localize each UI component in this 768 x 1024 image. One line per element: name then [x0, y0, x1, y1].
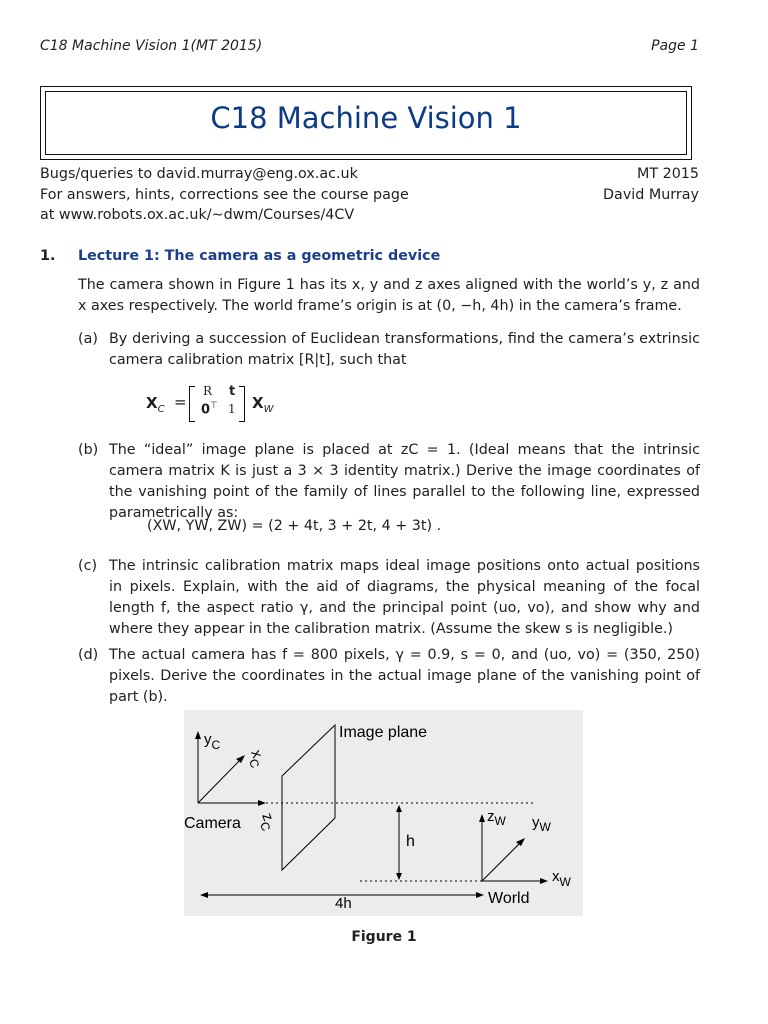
- matrix-r: R: [203, 384, 213, 398]
- eq-lhs-symbol: X: [146, 394, 158, 412]
- figure-caption: Figure 1: [351, 929, 417, 945]
- label-zc-main: z: [258, 810, 277, 824]
- label-image-plane: Image plane: [339, 724, 428, 741]
- eq-lhs-sub: C: [157, 404, 165, 415]
- title-box: [40, 86, 692, 160]
- question-heading: Lecture 1: The camera as a geometric device: [78, 248, 441, 264]
- page-title: C18 Machine Vision 1: [210, 101, 522, 135]
- matrix-zero-symbol: 0: [201, 402, 211, 418]
- author-name: David Murray: [603, 186, 699, 203]
- label-4h: 4h: [335, 895, 352, 912]
- part-label: (b): [78, 442, 99, 458]
- part-text: The actual camera has f = 800 pixels, γ = 0.9, s = 0, and (uo, vo) = (350, 250) pixels. Derive the coordinates in the actual image plane of the vanishing point of part (b).: [109, 647, 700, 705]
- label-zc-sub: C: [257, 819, 274, 833]
- label-zw-sub: W: [494, 814, 506, 828]
- part-label: (d): [78, 647, 99, 663]
- label-yc-sub: C: [211, 738, 221, 752]
- label-xw-main: x: [552, 868, 560, 885]
- eq-equals: =: [174, 393, 187, 411]
- label-camera: Camera: [184, 815, 241, 832]
- running-header-course: C18 Machine Vision 1(MT 2015): [40, 38, 263, 54]
- info-line: at www.robots.ox.ac.uk/∼dwm/Courses/4CV: [40, 207, 355, 223]
- info-right: [603, 164, 699, 205]
- eq-rhs-symbol: X: [252, 394, 264, 412]
- info-left: [40, 164, 409, 226]
- equation-line: (XW, YW, ZW) = (2 + 4t, 3 + 2t, 4 + 3t) .: [147, 518, 442, 534]
- part-label: (c): [78, 558, 98, 574]
- label-xw-sub: W: [559, 875, 571, 889]
- question-number: 1.: [40, 248, 56, 264]
- question-intro: The camera shown in Figure 1 has its x, y and z axes aligned with the world’s y, z and x axes respectively. The world frame’s origin is at (0, −h, 4h) in the camera’s frame.: [78, 277, 700, 314]
- equation-extrinsic: [146, 384, 286, 424]
- label-h: h: [406, 833, 415, 850]
- label-xc-main: x: [247, 747, 266, 761]
- label-yw-main: y: [532, 814, 540, 831]
- part-label: (a): [78, 331, 98, 347]
- part-text: The “ideal” image plane is placed at zC = 1. (Ideal means that the intrinsic camera matrix K is just a 3 × 3 identity matrix.) Derive the image coordinates of the vanishing point of the family of lines parallel to the following line, expressed parametrically as:: [109, 442, 700, 521]
- part-text: The intrinsic calibration matrix maps ideal image positions onto actual positions in pixels. Explain, with the aid of diagrams, the physical meaning of the focal length f, the aspect ratio γ, and the principal point (uo, vo), and show why and where they appear in the calibration matrix. (Assume the skew s is negligible.): [109, 558, 700, 637]
- info-line: For answers, hints, corrections see the course page: [40, 186, 409, 203]
- matrix-t: t: [229, 384, 236, 399]
- info-line: Bugs/queries to david.murray@eng.ox.ac.uk: [40, 166, 358, 182]
- left-bracket: [189, 386, 195, 422]
- label-yw-sub: W: [539, 820, 551, 834]
- matrix-one: 1: [228, 402, 236, 416]
- eq-rhs: [252, 394, 273, 415]
- label-yc-main: y: [204, 731, 212, 748]
- label-zw-main: z: [487, 808, 495, 825]
- label-world: World: [488, 890, 530, 907]
- matrix-zero: [201, 401, 218, 417]
- eq-rhs-sub: W: [263, 404, 274, 415]
- page-number: Page 1: [651, 38, 699, 54]
- right-bracket: [239, 386, 245, 422]
- term-label: MT 2015: [637, 166, 699, 182]
- label-xc-sub: C: [246, 756, 263, 770]
- part-text: By deriving a succession of Euclidean transformations, find the camera’s extrinsic camera calibration matrix [R|t], such that: [109, 331, 700, 368]
- eq-lhs: [146, 394, 165, 415]
- transpose-sup: ⊤: [210, 401, 218, 411]
- figure-1-diagram: [184, 710, 583, 916]
